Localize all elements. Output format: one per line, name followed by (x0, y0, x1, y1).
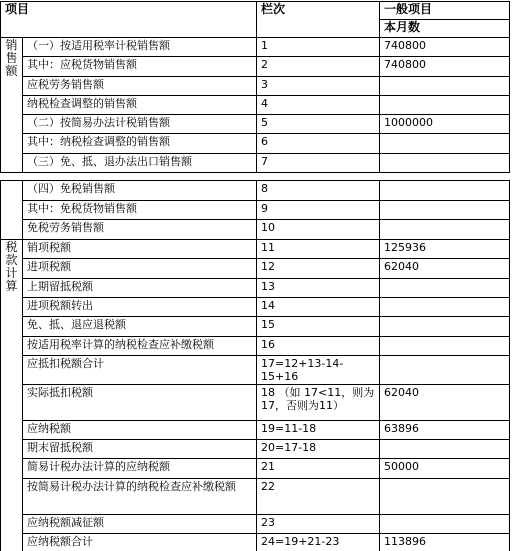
table-row (1, 459, 510, 478)
row-item-label: 应纳税额合计 (23, 534, 257, 551)
row-line-number: 13 (257, 278, 380, 297)
row-item-label: 其中：免税货物销售额 (23, 200, 257, 220)
section-tax-label (1, 240, 23, 551)
table-row (1, 440, 510, 459)
row-line-number: 4 (257, 95, 380, 114)
row-item-label: 销项税额 (23, 240, 257, 259)
row-month-value (380, 514, 510, 533)
row-line-number: 8 (257, 181, 380, 201)
row-line-number: 17=12+13-14-15+16 (257, 355, 380, 384)
row-month-value: 62040 (380, 384, 510, 420)
row-item-label: 应纳税额减征额 (23, 514, 257, 533)
row-line-number: 16 (257, 336, 380, 355)
row-item-label: （三）免、抵、退办法出口销售额 (23, 153, 257, 172)
table-row (1, 181, 510, 201)
table-row (1, 200, 510, 220)
table-row (1, 534, 510, 551)
table-row (1, 355, 510, 384)
row-line-number: 6 (257, 134, 380, 153)
header-general: 一般项目 (380, 2, 510, 20)
row-item-label: 进项税额转出 (23, 297, 257, 316)
table-row (1, 297, 510, 316)
row-line-number: 21 (257, 459, 380, 478)
row-month-value (380, 440, 510, 459)
row-item-label: 按简易计税办法计算的纳税检查应补缴税额 (23, 478, 257, 514)
row-month-value: 740800 (380, 57, 510, 76)
row-item-label: 应税劳务销售额 (23, 76, 257, 95)
row-month-value (380, 200, 510, 220)
row-line-number: 12 (257, 259, 380, 278)
table-row (1, 57, 510, 76)
row-line-number: 23 (257, 514, 380, 533)
row-line-number: 7 (257, 153, 380, 172)
table-row (1, 76, 510, 95)
row-month-value: 63896 (380, 420, 510, 439)
row-line-number: 24=19+21-23 (257, 534, 380, 551)
row-month-value (380, 95, 510, 114)
table-row (1, 478, 510, 514)
table-row (1, 220, 510, 240)
row-item-label: 应纳税额 (23, 420, 257, 439)
row-item-label: 上期留抵税额 (23, 278, 257, 297)
header-month: 本月数 (380, 20, 510, 38)
table-row (1, 384, 510, 420)
row-line-number: 10 (257, 220, 380, 240)
row-month-value: 125936 (380, 240, 510, 259)
row-month-value: 1000000 (380, 115, 510, 134)
table-row (1, 514, 510, 533)
row-month-value: 113896 (380, 534, 510, 551)
row-line-number: 1 (257, 38, 380, 57)
section-sales-label-char: 售 (5, 51, 18, 65)
section-sales-label-char: 额 (5, 64, 18, 78)
section-tax-label-char: 计 (5, 266, 18, 281)
row-line-number: 11 (257, 240, 380, 259)
table-row (1, 317, 510, 336)
row-item-label: 按适用税率计算的纳税检查应补缴税额 (23, 336, 257, 355)
row-line-number: 5 (257, 115, 380, 134)
row-item-label: （四）免税销售额 (23, 181, 257, 201)
table-row (1, 115, 510, 134)
row-month-value: 50000 (380, 459, 510, 478)
row-month-value (380, 153, 510, 172)
row-item-label: 免、抵、退应退税额 (23, 317, 257, 336)
table-row (1, 336, 510, 355)
section-tax-label-char: 款 (5, 253, 18, 268)
row-item-label: 简易计税办法计算的应纳税额 (23, 459, 257, 478)
table-row (1, 420, 510, 439)
row-month-value (380, 278, 510, 297)
row-item-label: （一）按适用税率计税销售额 (23, 38, 257, 57)
table-row (1, 38, 510, 57)
row-month-value: 740800 (380, 38, 510, 57)
row-month-value (380, 478, 510, 514)
row-line-number: 2 (257, 57, 380, 76)
row-item-label: （二）按简易办法计税销售额 (23, 115, 257, 134)
table-row (1, 134, 510, 153)
row-item-label: 其中：应税货物销售额 (23, 57, 257, 76)
row-item-label: 实际抵扣税额 (23, 384, 257, 420)
table-row (1, 259, 510, 278)
table-row (1, 240, 510, 259)
row-month-value: 62040 (380, 259, 510, 278)
section-tax-label-char: 算 (5, 279, 18, 294)
row-item-label: 纳税检查调整的销售额 (23, 95, 257, 114)
row-item-label: 进项税额 (23, 259, 257, 278)
row-item-label: 免税劳务销售额 (23, 220, 257, 240)
row-line-number: 3 (257, 76, 380, 95)
row-item-label: 应抵扣税额合计 (23, 355, 257, 384)
row-month-value (380, 220, 510, 240)
row-month-value (380, 297, 510, 316)
row-line-number: 9 (257, 200, 380, 220)
row-line-number: 15 (257, 317, 380, 336)
header-row (1, 2, 510, 20)
row-line-number: 14 (257, 297, 380, 316)
row-line-number: 18 （如 17<11，则为17，否则为11） (257, 384, 380, 420)
row-line-number: 22 (257, 478, 380, 514)
row-month-value (380, 355, 510, 384)
section-sales-label (1, 38, 23, 173)
row-line-number: 20=17-18 (257, 440, 380, 459)
header-item: 项目 (1, 2, 257, 38)
row-month-value (380, 317, 510, 336)
row-month-value (380, 181, 510, 201)
header-line: 栏次 (257, 2, 380, 38)
row-item-label: 其中：纳税检查调整的销售额 (23, 134, 257, 153)
table-row (1, 278, 510, 297)
section-tax-label-char: 税 (5, 240, 18, 255)
row-line-number: 19=11-18 (257, 420, 380, 439)
row-month-value (380, 76, 510, 95)
row-item-label: 期末留抵税额 (23, 440, 257, 459)
table-row (1, 95, 510, 114)
row-month-value (380, 336, 510, 355)
row-month-value (380, 134, 510, 153)
section-sales-continued (1, 181, 23, 240)
section-sales-label-char: 销 (5, 38, 18, 52)
table-row (1, 153, 510, 172)
